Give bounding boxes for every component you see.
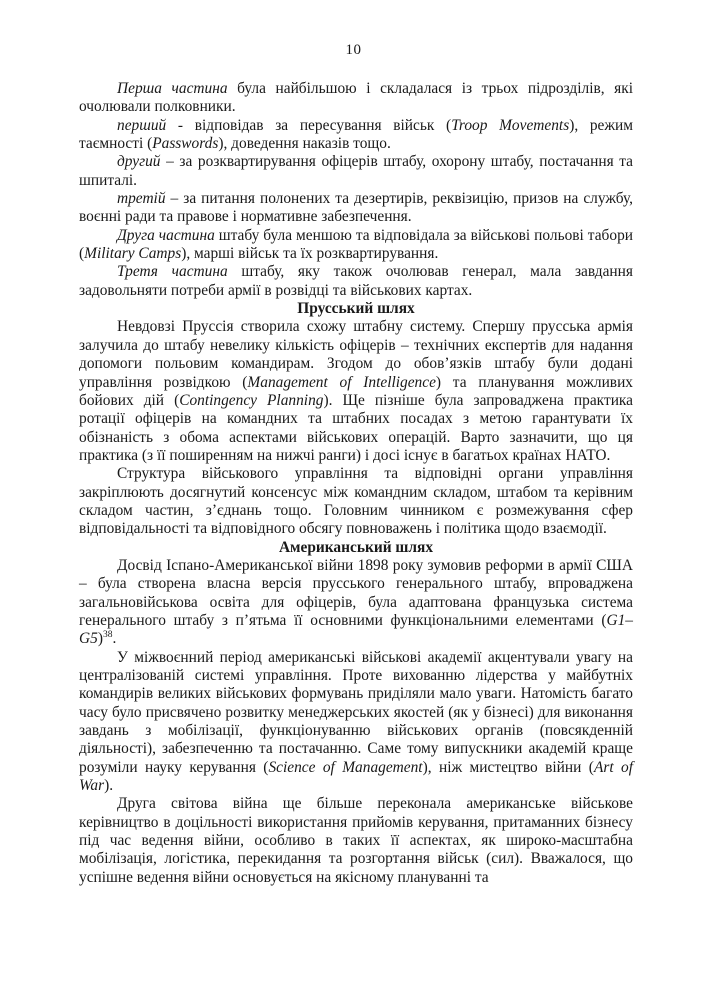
text-run: ), марші військ та їх розквартирування. bbox=[181, 245, 439, 263]
text-run: Структура військового управління та відповідні органи управління закріплюють досягнутий консенсус між командним складом, штабом та керівним складом частин, з’єднань тощо. Головним чинником є розмежування сфер відповідальності та відповідного обсягу повноважень і політика щодо взаємодії. bbox=[79, 465, 633, 538]
section-heading bbox=[79, 539, 633, 557]
paragraph bbox=[79, 80, 633, 117]
paragraph bbox=[79, 190, 633, 227]
text-run: Passwords bbox=[152, 135, 219, 153]
document-content bbox=[79, 80, 633, 887]
text-run: ). Ще пізніше була запроваджена практика ротації офіцерів на командних та штабних посадах з метою гарантувати їх обізнаність з обома аспектами військових операцій. Варто зазначити, що ця практика (з її поширенням на нижчі ранги) і досі існує в багатьох країнах НАТО. bbox=[79, 391, 633, 464]
text-run: ) та планування можливих бойових дій ( bbox=[79, 373, 634, 409]
paragraph bbox=[79, 227, 633, 264]
text-run: Contingency Planning bbox=[179, 391, 324, 409]
paragraph bbox=[79, 117, 633, 154]
paragraph bbox=[79, 465, 633, 538]
page-number: 10 bbox=[345, 42, 362, 58]
text-run: Перша частина bbox=[117, 80, 228, 97]
text-run: У міжвоєнний період американські військові академії акцентували увагу на централізованій системі управління. Проте вихованню лідерства у майбутніх командирів великих військових формувань приділяли мало уваги. Натомість багато часу було присвячено розвитку менеджерських якостей (як у бізнесі) для виконання завдань з мобілізації, функціонуванню військових органів (повсякденній діяльності), забезпеченню та постачанню. Саме тому випускники академій краще розуміли науку керування ( bbox=[79, 648, 633, 776]
text-run: - відповідав за пересування військ ( bbox=[166, 116, 452, 134]
text-run: ). bbox=[104, 777, 114, 795]
section-heading bbox=[79, 300, 633, 318]
text-run: штабу була меншою та відповідала за військові польові табори ( bbox=[79, 226, 633, 263]
paragraph bbox=[79, 557, 633, 649]
footnote-reference: 38 bbox=[102, 629, 113, 641]
text-run: Досвід Іспано-Американської війни 1898 року зумовив реформи в армії США – була створена власна версія прусського генерального штабу, впроваджена загальновійськова освіта для офіцерів, була адаптована французька система генерального штабу з п’ятьма її основними функціональними елементами ( bbox=[79, 556, 633, 629]
text-run: Science of Management bbox=[268, 758, 423, 776]
text-run: Art of War bbox=[79, 758, 633, 795]
text-run: Military Camps bbox=[84, 245, 182, 263]
text-run: Друга світова війна ще більше переконала американське військове керівництво в доцільності використання прийомів керування, притаманних бізнесу під час ведення війни, особливо в таких її аспектах, як широко-масштабна мобілізація, логістика, перекидання та розгортання військ (сил). Вважалося, що успішне ведення війни основується на якісному плануванні та bbox=[79, 795, 633, 886]
text-run: Management of Intelligence bbox=[247, 373, 436, 391]
paragraph bbox=[79, 153, 633, 190]
paragraph bbox=[79, 649, 633, 796]
text-run: Американський шлях bbox=[278, 538, 434, 556]
text-run: була найбільшою і складалася із трьох підрозділів, які очолювали полковники. bbox=[79, 80, 634, 116]
text-run: ), ніж мистецтво війни ( bbox=[422, 758, 594, 776]
text-run: Невдовзі Пруссія створила схожу штабну систему. Спершу прусська армія залучила до штабу невелику кількість офіцерів – технічних експертів для надання допомоги польовим командирам. Згодом до обов’язків штабу були додані управління розвідкою ( bbox=[79, 318, 633, 391]
text-run: другий bbox=[117, 153, 161, 171]
text-run: Друга частина bbox=[117, 226, 215, 244]
text-run: штабу, яку також очолював генерал, мала завдання задовольняти потреби армії в розвідці та військових картах. bbox=[79, 263, 633, 299]
paragraph bbox=[79, 795, 633, 887]
text-run: Troop Movements bbox=[451, 116, 570, 134]
text-run: . bbox=[112, 630, 117, 648]
text-run: Третя частина bbox=[117, 263, 228, 281]
text-run: Прусський шлях bbox=[297, 300, 415, 318]
text-run: ) bbox=[97, 630, 103, 648]
text-run: – за розквартирування офіцерів штабу, охорону штабу, постачання та шпиталі. bbox=[79, 153, 633, 189]
paragraph bbox=[79, 263, 633, 300]
paragraph bbox=[79, 318, 633, 465]
text-run: – за питання полонених та дезертирів, реквізицію, призов на службу, воєнні ради та правове і нормативне забезпечення. bbox=[79, 190, 633, 226]
text-run: ), доведення наказів тощо. bbox=[218, 135, 391, 153]
text-run: ), режим таємності ( bbox=[79, 116, 633, 153]
text-run: третій bbox=[117, 190, 166, 208]
text-run: G1–G5 bbox=[79, 611, 633, 648]
text-run: перший bbox=[117, 116, 167, 134]
